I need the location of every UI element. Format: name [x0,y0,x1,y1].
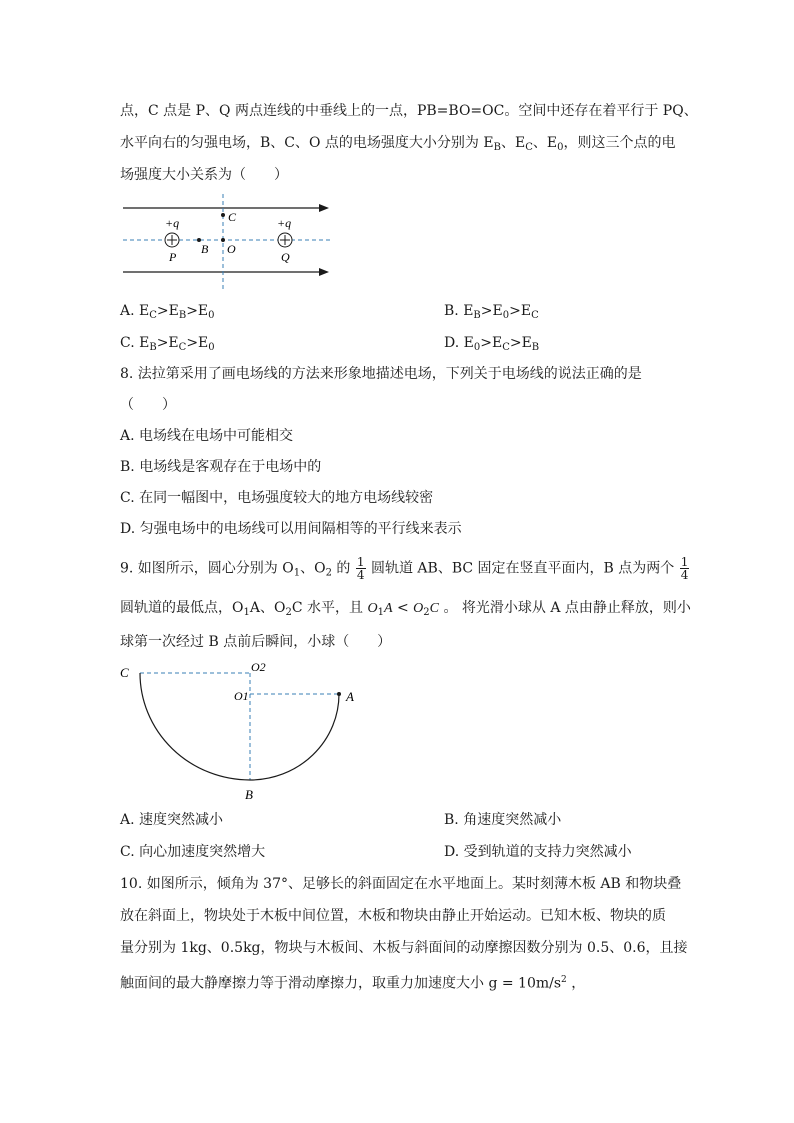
q7-line2: 水平向右的匀强电场，B、C、O 点的电场强度大小分别为 $E_B$、$E_C$、$E_0$，则这三个点的电 [120,135,676,153]
q10-line4: 触面间的最大静摩擦力等于滑动摩擦力，取重力加速度大小 $g = 10m/s^2$ ， [120,975,586,992]
q9-line3: 球第一次经过 B 点前后瞬间，小球（ ） [120,634,392,650]
q7-option-d: D. $E_0>E_C>E_B$ [444,335,540,353]
q9-stem: 9. 如图所示，圆心分别为 $O_1$、$O_2$ 的 $\frac{1}{4}$ 圆轨道 AB、BC 固定在竖直平面内，B 点为两个 $\frac{1}{4}$ [120,555,689,582]
label-q: Q [281,250,290,264]
q8-option-a: A. 电场线在电场中可能相交 [120,428,294,444]
q9-option-c: C. 向心加速度突然增大 [120,844,266,860]
q7-figure [115,190,340,300]
fraction-quarter: $\frac{1}{4}$ [356,555,365,582]
q9-option-a: A. 速度突然减小 [120,812,224,828]
q10-line3: 量分别为 1kg、0.5kg，物块与木板间、木板与斜面间的动摩擦因数分别为 0.5、0.6，且接 [120,940,688,956]
q8-blank: （ ） [120,397,176,413]
label-a: A [346,689,354,704]
q7-option-c: C. $E_B>E_C>E_0$ [120,335,215,353]
label-o1: O1 [234,689,249,703]
label-b: B [201,242,209,256]
q8-option-d: D. 匀强电场中的电场线可以用间隔相等的平行线来表示 [120,521,462,537]
label-plus-q-q: +q [277,216,292,230]
fraction-quarter-2: $\frac{1}{4}$ [680,555,689,582]
q7-line1: 点，C 点是 P、Q 两点连线的中垂线上的一点，PB=BO=OC。空间中还存在着平行于 PQ、 [120,103,698,119]
q9-figure [115,656,365,806]
q9-option-b: B. 角速度突然减小 [444,812,562,828]
label-c: C [228,210,237,224]
label-b: B [245,787,253,802]
q9-line2: 圆轨道的最低点，$O_1A$、$O_2C$ 水平，且 $O_1A < O_2C$ 。 将光滑小球从 A 点由静止释放，则小 [120,600,691,618]
label-c: C [120,665,129,680]
q7-option-b: B. $E_B>E_0>E_C$ [444,303,539,321]
q10-line2: 放在斜面上，物块处于木板中间位置，木板和物块由静止开始运动。已知木板、物块的质 [120,908,666,924]
q10-line1: 10. 如图所示，倾角为 37°、足够长的斜面固定在水平地面上。某时刻薄木板 AB 和物块叠 [120,876,682,892]
q7-line3: 场强度大小关系为（ ） [120,167,288,183]
q9-option-d: D. 受到轨道的支持力突然减小 [444,844,632,860]
label-o: O [227,242,236,256]
label-o2: O2 [251,660,266,674]
label-plus-q-p: +q [165,216,180,230]
q8-stem: 8. 法拉第采用了画电场线的方法来形象地描述电场，下列关于电场线的说法正确的是 [120,366,642,382]
q7-option-a: A. $E_C>E_B>E_0$ [120,303,215,321]
q8-option-c: C. 在同一幅图中，电场强度较大的地方电场线较密 [120,490,434,506]
q8-option-b: B. 电场线是客观存在于电场中的 [120,459,322,475]
label-p: P [169,250,177,264]
